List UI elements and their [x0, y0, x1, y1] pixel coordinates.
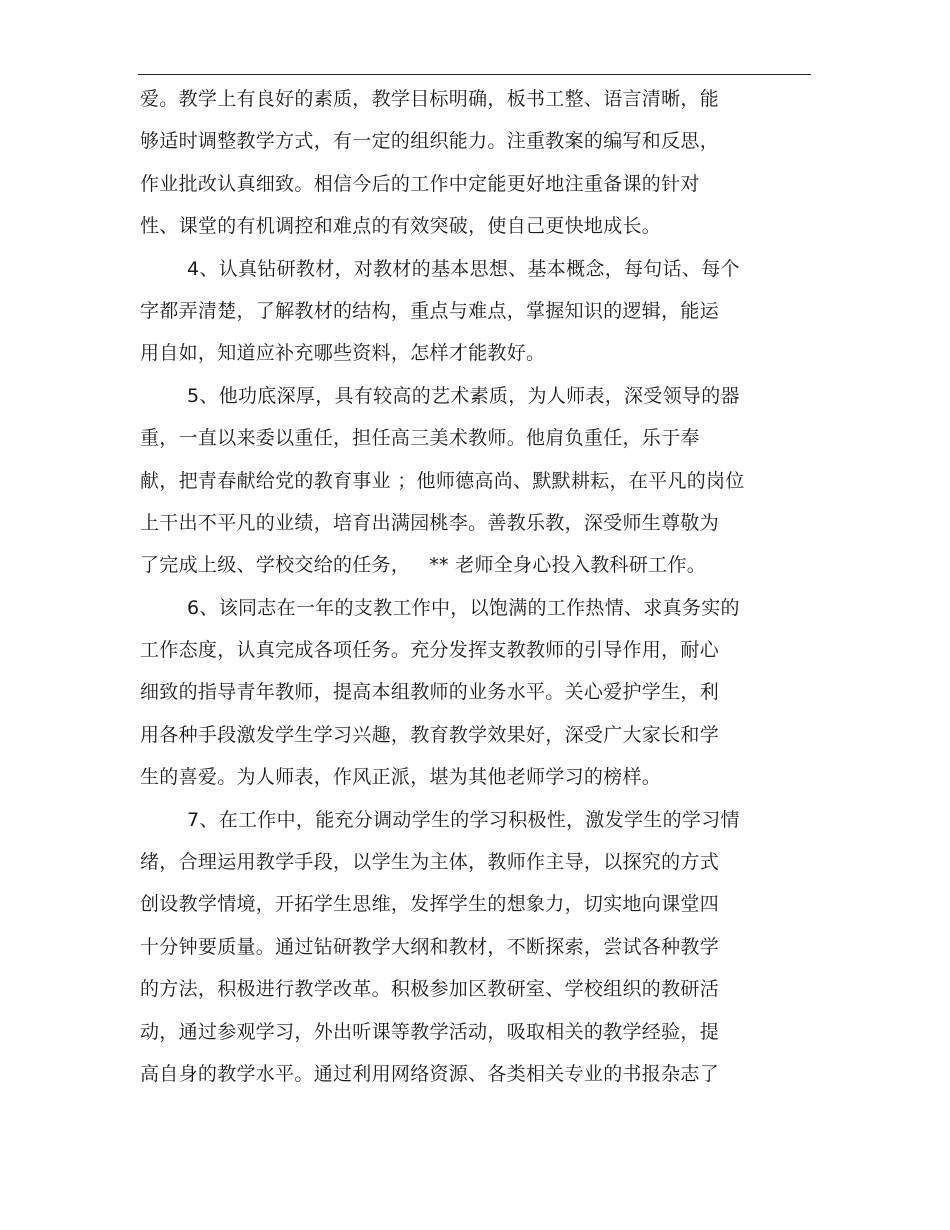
text-line: 生的喜爱。为人师表，作风正派，堪为其他老师学习的榜样。 [140, 766, 662, 789]
text-line: 高自身的教学水平。通过利用网络资源、各类相关专业的书报杂志了 [140, 1062, 720, 1085]
text-line: 用各种手段激发学生学习兴趣，教育教学效果好，深受广大家长和学 [140, 723, 720, 746]
text-line: 够适时调整教学方式，有一定的组织能力。注重教案的编写和反思， [140, 130, 720, 153]
text-line: 了完成上级、学校交给的任务， ** 老师全身心投入教科研工作。 [140, 554, 707, 577]
text-line: 6、该同志在一年的支教工作中，以饱满的工作热情、求真务实的 [187, 596, 740, 619]
text-line: 重，一直以来委以重任，担任高三美术教师。他肩负重任，乐于奉 [140, 427, 700, 450]
header-rule [138, 74, 811, 75]
text-line: 的方法，积极进行教学改革。积极参加区教研室、学校组织的教研活 [140, 978, 720, 1001]
text-line: 用自如，知道应补充哪些资料，怎样才能教好。 [140, 342, 546, 365]
text-line: 十分钟要质量。通过钻研教学大纲和教材，不断探索，尝试各种教学 [140, 935, 720, 958]
text-line: 动，通过参观学习，外出听课等教学活动，吸取相关的教学经验，提 [140, 1020, 720, 1043]
text-line: 字都弄清楚，了解教材的结构，重点与难点，掌握知识的逻辑，能运 [140, 299, 720, 322]
text-line: 细致的指导青年教师，提高本组教师的业务水平。关心爱护学生，利 [140, 681, 720, 704]
text-line: 性、课堂的有机调控和难点的有效突破，使自己更快地成长。 [140, 215, 662, 238]
text-line: 工作态度，认真完成各项任务。充分发挥支教教师的引导作用，耐心 [140, 639, 720, 662]
text-line: 创设教学情境，开拓学生思维，发挥学生的想象力，切实地向课堂四 [140, 893, 720, 916]
text-line: 献，把青春献给党的教育事业 ；他师德高尚、默默耕耘，在平凡的岗位 [140, 469, 745, 492]
text-line: 4、认真钻研教材，对教材的基本思想、基本概念，每句话、每个 [187, 257, 740, 280]
document-body [140, 78, 820, 1095]
text-line: 作业批改认真细致。相信今后的工作中定能更好地注重备课的针对 [140, 172, 700, 195]
text-line: 上干出不平凡的业绩，培育出满园桃李。善教乐教，深受师生尊敬为 [140, 511, 720, 534]
text-line: 5、他功底深厚，具有较高的艺术素质，为人师表，深受领导的器 [187, 384, 740, 407]
text-line: 爱。教学上有良好的素质，教学目标明确，板书工整、语言清晰，能 [140, 88, 720, 110]
text-line: 7、在工作中，能充分调动学生的学习积极性，激发学生的学习情 [187, 808, 740, 831]
text-line: 绪，合理运用教学手段，以学生为主体，教师作主导，以探究的方式 [140, 851, 720, 874]
